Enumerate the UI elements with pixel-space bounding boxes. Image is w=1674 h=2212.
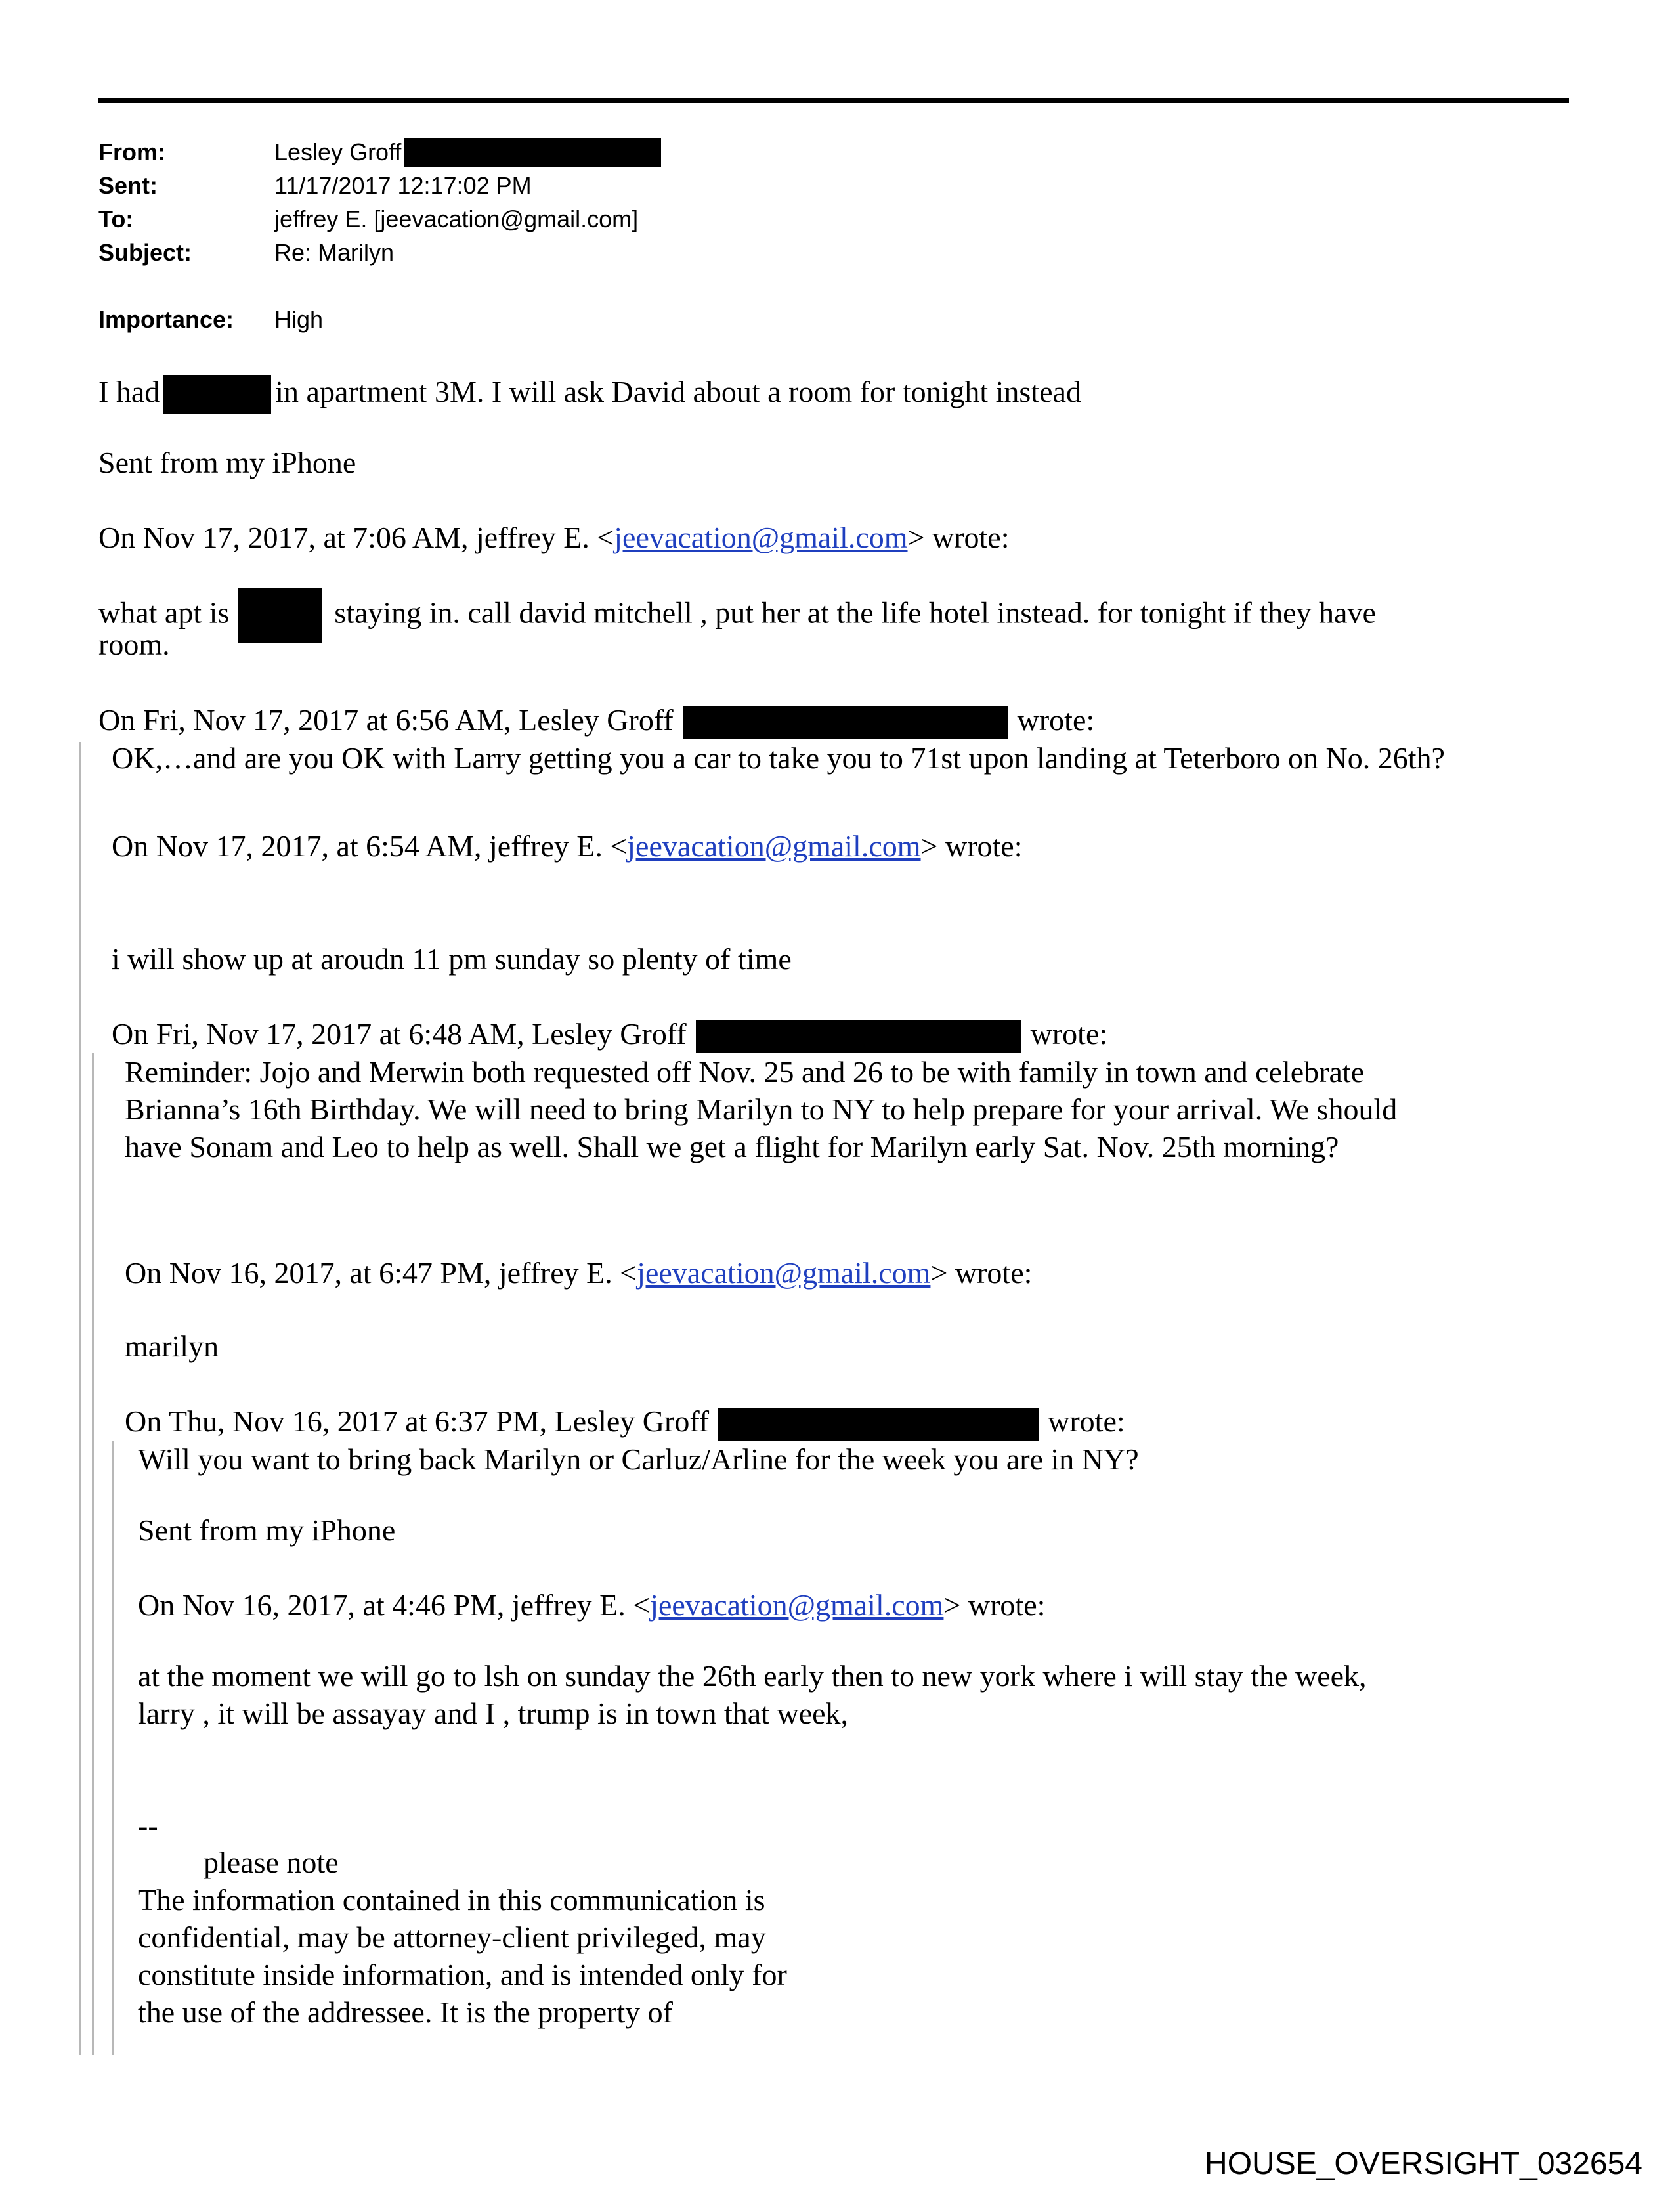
attribution-text: On Nov 16, 2017, at 4:46 PM, jeffrey E. < <box>138 1588 651 1622</box>
quote-attribution <box>125 1402 1125 1441</box>
attribution-text: On Nov 17, 2017, at 7:06 AM, jeffrey E. < <box>98 521 614 554</box>
signature-separator: -- <box>138 1809 158 1842</box>
message-text: what apt is <box>98 596 230 630</box>
disclaimer-text: The information contained in this communication is <box>138 1883 765 1917</box>
message-text: in apartment 3M. I will ask David about a room for tonight instead <box>275 375 1081 408</box>
email-link[interactable]: jeevacation@gmail.com <box>614 521 908 554</box>
quote-bar <box>79 742 81 2055</box>
signature: Sent from my iPhone <box>138 1513 396 1547</box>
quote-attribution <box>125 1254 1032 1291</box>
quote-body: marilyn <box>125 1330 219 1363</box>
quote-attribution <box>138 1586 1045 1624</box>
message-text: staying in. call david mitchell , put her at the life hotel instead. for tonight if they have <box>334 596 1376 630</box>
redaction-box <box>696 1020 1021 1053</box>
quote-body: larry , it will be assayay and I , trump is in town that week, <box>138 1697 849 1730</box>
to-label: To: <box>98 205 134 232</box>
email-link[interactable]: jeevacation@gmail.com <box>627 829 921 863</box>
quote-body: at the moment we will go to lsh on sunday the 26th early then to new york where i will stay the week, <box>138 1659 1367 1693</box>
quote-body <box>98 588 1376 643</box>
from-label: From: <box>98 138 165 165</box>
attribution-text: On Fri, Nov 17, 2017 at 6:48 AM, Lesley Groff <box>112 1017 687 1051</box>
redaction-box <box>683 706 1008 739</box>
attribution-text: wrote: <box>1048 1404 1125 1438</box>
message-body <box>98 373 1081 414</box>
bates-number: HOUSE_OVERSIGHT_032654 <box>1205 2146 1642 2181</box>
importance-label: Importance: <box>98 305 234 333</box>
subject-label: Subject: <box>98 238 192 266</box>
email-link[interactable]: jeevacation@gmail.com <box>650 1588 944 1622</box>
to-value: jeffrey E. [jeevacation@gmail.com] <box>274 205 639 232</box>
redaction-box <box>238 588 322 643</box>
quote-body: room. <box>98 628 170 661</box>
quote-body: Reminder: Jojo and Merwin both requested off Nov. 25 and 26 to be with family in town and celebrate <box>125 1055 1365 1089</box>
quote-attribution <box>98 701 1094 739</box>
message-text: I had <box>98 375 160 408</box>
quote-body: have Sonam and Leo to help as well. Shall we get a flight for Marilyn early Sat. Nov. 25th morning? <box>125 1130 1339 1163</box>
attribution-text: On Nov 16, 2017, at 6:47 PM, jeffrey E. < <box>125 1256 637 1290</box>
to-row <box>98 202 661 236</box>
quote-body: Will you want to bring back Marilyn or Carluz/Arline for the week you are in NY? <box>138 1442 1139 1476</box>
quote-body: Brianna’s 16th Birthday. We will need to bring Marilyn to NY to help prepare for your arrival. We should <box>125 1093 1398 1126</box>
attribution-text: > wrote: <box>907 521 1010 554</box>
top-rule <box>98 98 1569 103</box>
redaction-box <box>163 375 271 414</box>
quote-attribution <box>112 827 1023 865</box>
subject-value: Re: Marilyn <box>274 238 395 266</box>
disclaimer-text: the use of the addressee. It is the property of <box>138 1995 673 2029</box>
attribution-text: > wrote: <box>920 829 1023 863</box>
attribution-text: On Nov 17, 2017, at 6:54 AM, jeffrey E. < <box>112 829 628 863</box>
quote-bar <box>92 1053 94 2055</box>
sent-row <box>98 169 661 202</box>
from-value: Lesley Groff <box>274 138 402 165</box>
quote-body: OK,…and are you OK with Larry getting you a car to take you to 71st upon landing at Teterboro on No. 26th? <box>112 741 1445 775</box>
quote-body: i will show up at aroudn 11 pm sunday so plenty of time <box>112 942 792 976</box>
attribution-text: On Thu, Nov 16, 2017 at 6:37 PM, Lesley Groff <box>125 1404 710 1438</box>
importance-value: High <box>274 305 324 333</box>
from-row <box>98 135 661 169</box>
quote-attribution <box>98 519 1010 556</box>
disclaimer-text: confidential, may be attorney-client privileged, may <box>138 1920 766 1954</box>
attribution-text: On Fri, Nov 17, 2017 at 6:56 AM, Lesley Groff <box>98 703 674 737</box>
disclaimer-text: constitute inside information, and is intended only for <box>138 1958 787 1991</box>
redaction-box <box>718 1408 1039 1441</box>
sent-value: 11/17/2017 12:17:02 PM <box>274 171 532 199</box>
attribution-text: > wrote: <box>943 1588 1046 1622</box>
attribution-text: wrote: <box>1030 1017 1108 1051</box>
email-link[interactable]: jeevacation@gmail.com <box>637 1256 931 1290</box>
quote-bar <box>112 1441 114 2055</box>
sent-label: Sent: <box>98 171 158 199</box>
disclaimer-note: please note <box>204 1846 339 1879</box>
redaction-box <box>404 138 661 167</box>
subject-row <box>98 236 661 269</box>
importance-row <box>98 303 661 336</box>
email-header <box>98 135 661 336</box>
attribution-text: > wrote: <box>930 1256 1033 1290</box>
attribution-text: wrote: <box>1017 703 1095 737</box>
quote-attribution <box>112 1015 1107 1053</box>
signature: Sent from my iPhone <box>98 446 356 479</box>
